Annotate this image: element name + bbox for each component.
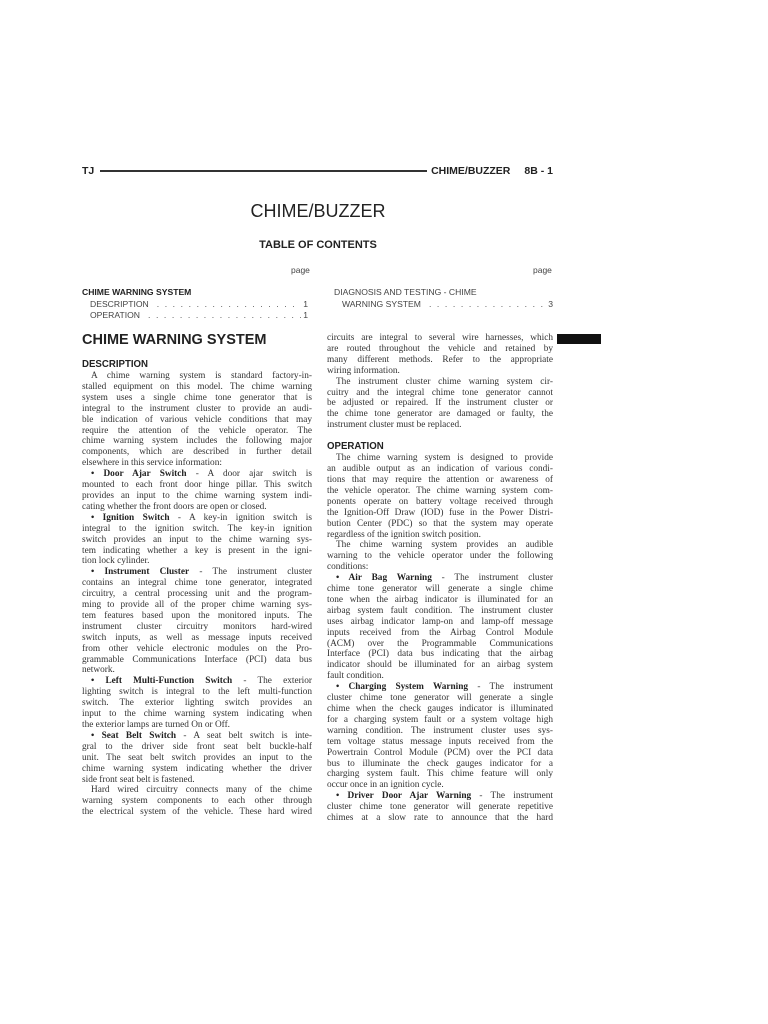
bullet-text: - The exterior [232,676,312,687]
text-line: circuits are integral to several wire harnesses, which [327,333,553,343]
text-line: inputs received from the Airbag Control Module [327,627,553,638]
text-line [82,676,312,687]
text-line: the electrical system of the vehicle. These hard wired [82,807,312,818]
text-line: switch provides an input to the chime warning sys- [82,534,312,545]
toc-page-label-right: page [533,265,552,275]
text-line [82,731,312,742]
text-line: warning system components to each other through [82,796,312,807]
text-line: cluster chime tone generator will generate repetitive [327,802,553,813]
text-line: many different methods. Refer to the appropriate [327,354,553,365]
bullet-item [327,682,553,791]
text-line: the Ignition-Off Draw (IOD) fuse in the Power Distri- [327,507,553,518]
text-line: tone when the airbag indicator is illuminated for an [327,594,553,605]
text-line: gral to the driver side front seat belt buckle-half [82,741,312,752]
description-heading: DESCRIPTION [82,358,149,370]
text-line: ponents operate on battery voltage received through [327,496,553,507]
page-title: CHIME/BUZZER [250,201,386,221]
text-line: the exterior lamps are turned On or Off. [82,720,231,730]
toc-heading: TABLE OF CONTENTS [259,239,377,251]
text-line: bution Center (PDC) so that the system may operate [327,518,553,529]
text-line: instrument cluster must be replaced. [327,420,462,431]
bullet-item [327,573,553,682]
bullet-title: • Left Multi-Function Switch [91,676,233,687]
text-line: chime warning system indicating whether the driver [82,763,312,774]
text-line: the chime tone generator are damaged or faulty, the [327,409,553,420]
bullet-item [82,469,312,513]
running-header [82,164,553,178]
toc-entry[interactable] [82,310,308,322]
toc-page-label-left: page [291,265,310,275]
text-line: tion lock cylinder. [82,556,150,567]
text-line [327,791,553,802]
text-line: airbag system fault condition. The instrument cluster [327,605,553,616]
text-line: require the attention of the vehicle operator. The [82,425,312,436]
bullet-text: - The instrument [471,791,553,802]
bullet-text: - A seat belt switch is inte- [176,730,312,741]
text-line: conditions: [327,562,369,573]
text-line: side front seat belt is fastened. [82,774,195,785]
text-line: the vehicle operator. The chime warning system com- [327,485,553,496]
header-rule [100,170,427,172]
section-heading: CHIME WARNING SYSTEM [82,332,267,348]
bullet-item [82,731,312,786]
text-line: integral to the ignition switch. The key-in ignition [82,523,312,534]
bullet-text: - The instrument cluster [431,573,553,584]
bullet-title: • Air Bag Warning [336,573,432,584]
bullet-title: • Seat Belt Switch [91,730,177,741]
text-line: The chime warning system provides an audible [336,540,553,551]
text-line: chime tone generator will generate a single chime [327,584,553,595]
toc-entry-line1: DIAGNOSIS AND TESTING - CHIME [334,287,477,297]
toc-left [82,287,308,322]
text-line: cating whether the front doors are open or closed. [82,501,267,512]
bullet-title: • Ignition Switch [91,512,170,523]
toc-group-title: CHIME WARNING SYSTEM [82,287,192,297]
text-line: regardless of the ignition switch position. [327,529,481,540]
text-line: The instrument cluster chime warning system cir- [336,376,553,387]
text-line: chime when the check gauges indicator is illuminated [327,704,553,714]
header-section: CHIME/BUZZER [431,165,511,177]
text-line: system uses a single chime tone generator that is [82,392,312,403]
paragraph [327,453,553,540]
text-line: cluster chime tone generator will generate a single [327,693,553,704]
text-line: chime warning system includes the following major [82,436,312,447]
text-line: integral to the instrument cluster to provide an audi- [82,403,312,414]
bullet-item [82,513,312,568]
bullet-title: • Instrument Cluster [91,567,190,578]
text-line: tions that may require the attention or awareness of [327,474,553,485]
bullet-item [82,567,312,676]
header-page-number: 8B - 1 [524,165,553,177]
text-line: chimes at a slow rate to announce that the hard [327,813,553,824]
right-column [327,333,553,824]
text-line: mounted to each front door hinge pillar. This switch [82,480,312,491]
toc-entry[interactable] [82,299,308,311]
text-line: circuitry, a central processing unit and the program- [82,589,312,600]
text-line: be adjusted or repaired. If the instrument cluster or [327,398,553,409]
text-line: network. [82,665,115,676]
text-line: tem features based upon the monitored inputs. The [82,610,312,621]
bullet-item [82,676,312,731]
text-line: contains an integral chime tone generator, integrated [82,578,312,589]
toc-entry-label: OPERATION [90,310,140,320]
toc-entry[interactable] [334,299,553,311]
text-line: cuitry and the integral chime tone generator cannot [327,387,553,398]
toc-entry-page: 1 [303,298,308,309]
text-line [82,469,312,480]
text-line: unit. The seat belt switch provides an input to the [82,752,312,763]
bullet-title: • Door Ajar Switch [91,469,187,480]
text-line: switch. The exterior lighting switch provides an [82,698,312,709]
text-line: indicator should be illuminated for an airbag system [327,660,553,671]
text-line: charging system fault. This chime feature will only [327,769,553,780]
text-line: ming to provide all of the proper chime warning sys- [82,600,312,611]
toc-leader [157,299,301,311]
toc-leader [148,310,301,322]
toc-entry-label: WARNING SYSTEM [342,298,421,309]
toc-leader [429,299,546,311]
text-line: (ACM) over the Programmable Communications [327,638,553,649]
text-line: occur once in an ignition cycle. [327,780,444,791]
text-line: Interface (PCI) data bus indicating that the airbag [327,649,553,660]
toc-entry-label: DESCRIPTION [90,298,149,309]
paragraph [327,333,553,377]
bullet-text: - The instrument cluster [189,567,312,578]
text-line: tem indicating whether a key is present in the igni- [82,545,312,556]
operation-heading: OPERATION [327,440,384,453]
bullet-text: - A key-in ignition switch is [169,512,312,523]
bullet-item [327,791,553,824]
toc-entry-page: 3 [548,298,553,309]
toc-entry-page: 1 [303,310,308,320]
bullet-title: • Charging System Warning [336,682,469,693]
text-line: an audible output as an indication of various condi- [327,464,553,475]
text-line: from other vehicle electronic modules on the Pro- [82,643,312,654]
text-line [327,682,553,693]
text-line: fault condition. [327,671,384,682]
text-line: elsewhere in this service information: [82,458,222,469]
paragraph [327,540,553,573]
text-line: bus to illuminate the check gauges indicator for a [327,758,553,769]
toc-right [334,287,553,310]
text-line: provides an input to the chime warning system indi- [82,490,312,501]
text-line: Hard wired circuitry connects many of the chime [91,785,312,796]
bullet-title: • Driver Door Ajar Warning [336,791,472,802]
bullet-text: - The instrument [468,682,553,693]
text-line: ble indication of various vehicle conditions that may [82,414,312,425]
text-line: warning condition. The instrument cluster uses sys- [327,725,553,736]
text-line [82,513,312,524]
text-line [327,573,553,584]
left-column [82,331,312,818]
header-model: TJ [82,165,95,177]
text-line: grammable Communications Interface (PCI) data bus [82,654,312,665]
text-line: stalled equipment on this model. The chime warning [82,381,312,392]
text-line: The chime warning system is designed to provide [336,453,553,464]
paragraph [327,377,553,432]
text-line: Powertrain Control Module (PCM) over the PCI data [327,747,553,758]
text-line: instrument cluster circuitry monitors hard-wired [82,621,312,632]
text-line: lighting switch is integral to the left multi-function [82,687,312,698]
bullet-text: - A door ajar switch is [186,469,312,480]
paragraph [82,371,312,469]
text-line: A chime warning system is standard factory-in- [91,371,312,381]
text-line: are routed throughout the vehicle and retained by [327,343,553,354]
text-line: for a charging system fault or a system voltage high [327,714,553,725]
text-line: switch inputs, as well as message inputs received [82,632,312,643]
text-line: warning to the vehicle operator under the following [327,551,553,562]
text-line [82,567,312,578]
text-line: tem voltage status message inputs received from the [327,736,553,747]
text-line: uses airbag indicator lamp-on and lamp-off message [327,616,553,627]
text-line: input to the chime warning system indicating when [82,709,312,720]
text-line: wiring information. [327,365,400,376]
section-thumb-tab [557,334,601,344]
paragraph [82,785,312,818]
text-line: components, which are described in further detail [82,447,312,458]
